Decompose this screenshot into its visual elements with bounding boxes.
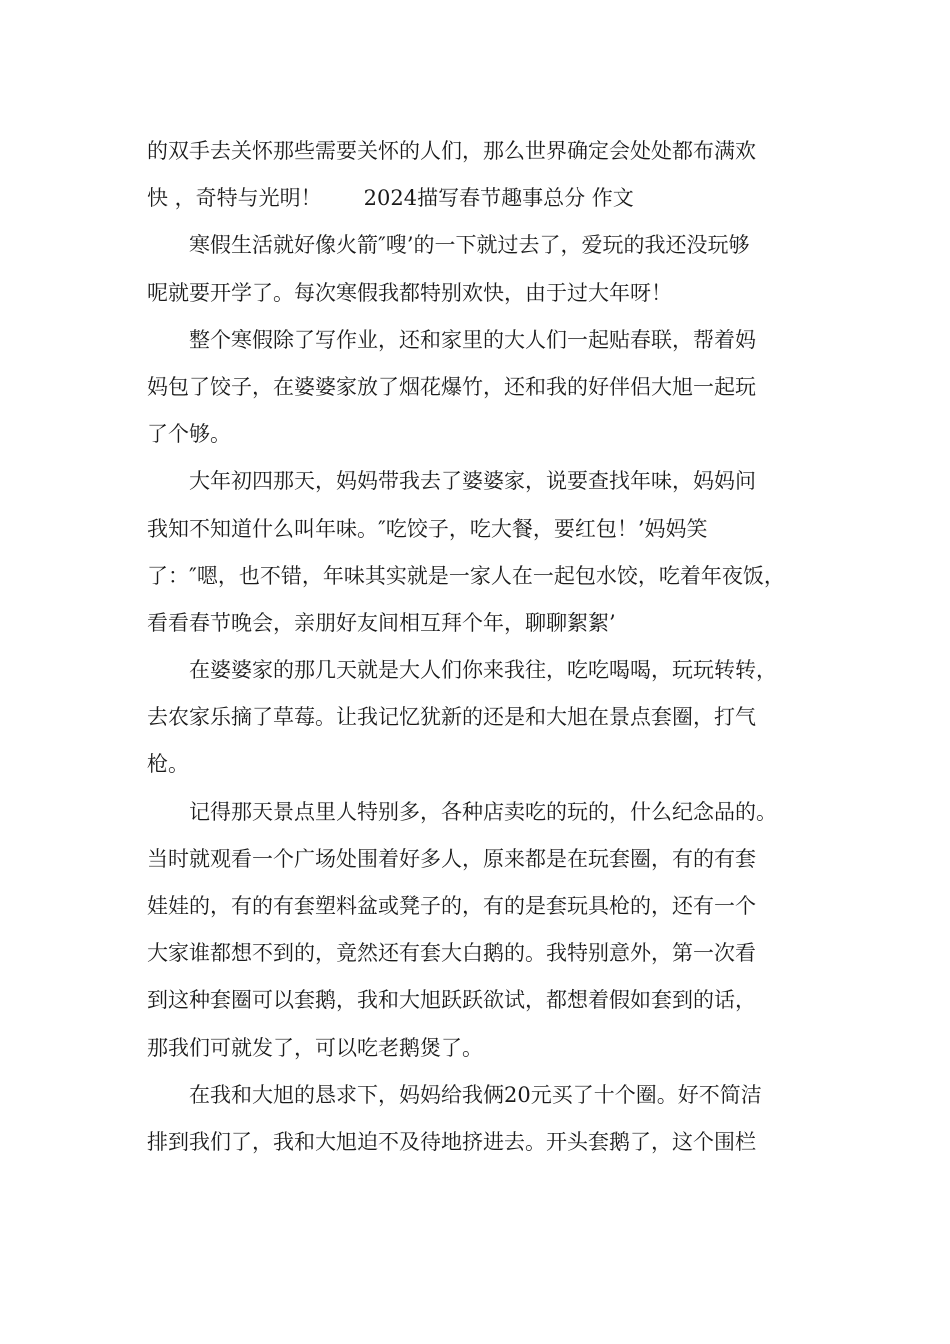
text-line: 快 ，奇特与光明！ 2024描写春节趣事总分 作文	[147, 186, 634, 211]
text-line: 妈包了饺子，在婆婆家放了烟花爆竹，还和我的好伴侣大旭一起玩	[147, 374, 756, 399]
text-line: 到这种套圈可以套鹅，我和大旭跃跃欲试，都想着假如套到的话，	[147, 988, 756, 1013]
text-line: 大家谁都想不到的，竟然还有套大白鹅的。我特别意外，第一次看	[147, 941, 756, 966]
text-line: 了：″嗯，也不错，年味其实就是一家人在一起包水饺，吃着年夜饭，	[147, 563, 785, 588]
text-line: 那我们可就发了，可以吃老鹅煲了。	[147, 1035, 483, 1060]
essay-body	[147, 128, 837, 1166]
text-line: 记得那天景点里人特别多，各种店卖吃的玩的，什么纪念品的。	[189, 799, 777, 824]
text-line: 当时就观看一个广场处围着好多人，原来都是在玩套圈，有的有套	[147, 846, 756, 871]
text-line: 寒假生活就好像火箭″嗖’的一下就过去了，爱玩的我还没玩够	[189, 233, 750, 258]
text-line: 呢就要开学了。每次寒假我都特别欢快，由于过大年呀！	[147, 280, 672, 305]
text-line: 在我和大旭的恳求下，妈妈给我俩20元买了十个圈。好不简洁	[189, 1082, 762, 1107]
text-line: 去农家乐摘了草莓。让我记忆犹新的还是和大旭在景点套圈，打气	[147, 705, 756, 730]
text-line: 枪。	[147, 752, 189, 777]
text-line: 排到我们了，我和大旭迫不及待地挤进去。开头套鹅了，这个围栏	[147, 1129, 756, 1154]
text-line: 在婆婆家的那几天就是大人们你来我往，吃吃喝喝，玩玩转转，	[189, 658, 777, 683]
text-line: 我知不知道什么叫年味。″吃饺子，吃大餐，要红包！’妈妈笑	[147, 516, 708, 541]
text-line: 娃娃的，有的有套塑料盆或凳子的，有的是套玩具枪的，还有一个	[147, 894, 756, 918]
text-line: 看看春节晚会，亲朋好友间相互拜个年，聊聊絮絮’	[147, 610, 616, 635]
text-line: 的双手去关怀那些需要关怀的人们，那么世界确定会处处都布满欢	[147, 139, 756, 163]
text-line: 了个够。	[147, 422, 231, 447]
text-line: 整个寒假除了写作业，还和家里的大人们一起贴春联，帮着妈	[189, 327, 756, 352]
text-line: 大年初四那天，妈妈带我去了婆婆家，说要查找年味，妈妈问	[189, 469, 756, 494]
